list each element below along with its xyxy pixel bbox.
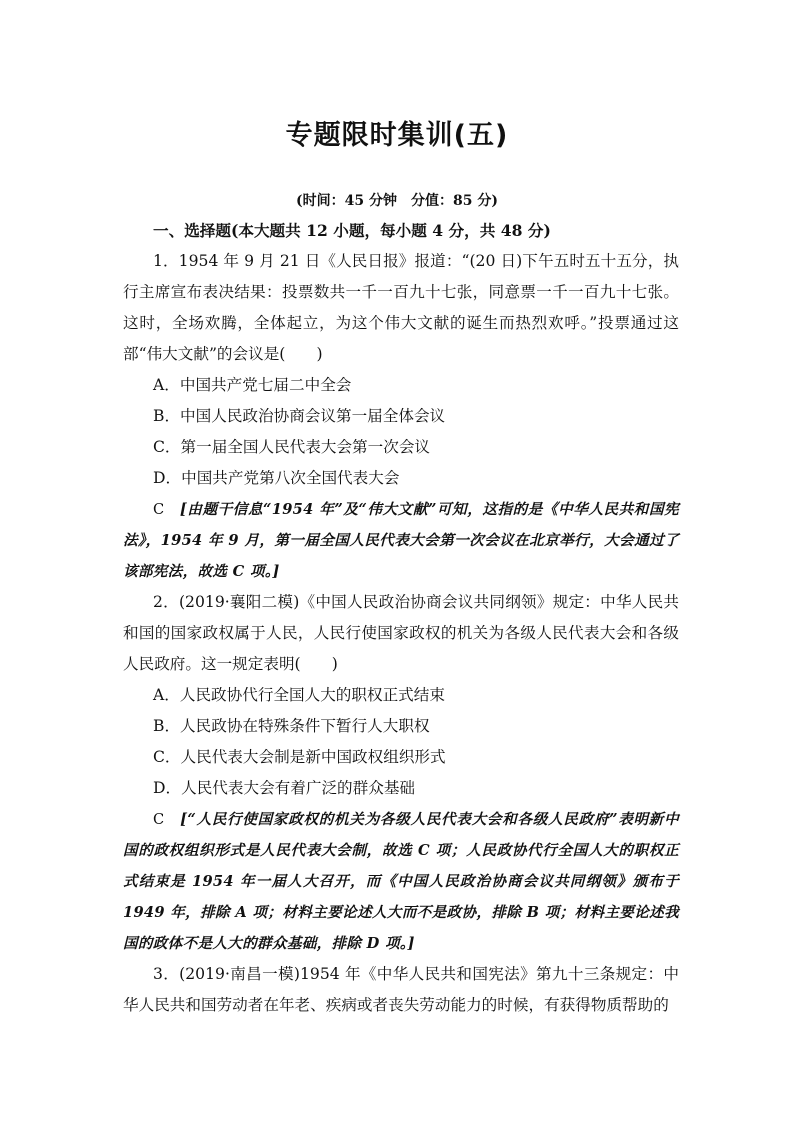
section-heading: 一、选择题(本大题共 12 小题，每小题 4 分，共 48 分) [153, 221, 551, 240]
exam-meta: (时间：45 分钟 分值：85 分) [296, 193, 498, 209]
option-d: D．中国共产党第八次全国代表大会 [153, 469, 400, 487]
question-stem: 2．(2019·襄阳二模)《中国人民政治协商会议共同纲领》规定：中华人民共和国的国家政权属于人民，人民行使国家政权的机关为各级人民代表大会和各级人民政府。这一规定表明( ) [123, 593, 679, 673]
option-a: A．中国共产党七届二中全会 [153, 376, 352, 394]
question-stem: 3．(2019·南昌一模)1954 年《中华人民共和国宪法》第九十三条规定：中华人民共和国劳动者在年老、疾病或者丧失劳动能力的时候，有获得物质帮助的 [123, 965, 679, 1014]
question-2 [123, 587, 679, 959]
page-title: 专题限时集训(五) [285, 120, 509, 151]
option-b: B．中国人民政治协商会议第一届全体会议 [153, 407, 446, 425]
option-c: C．第一届全国人民代表大会第一次会议 [153, 438, 431, 456]
explanation-text: [“人民行使国家政权的机关为各级人民代表大会和各级人民政府”表明新中国的政权组织形式是人民代表大会制，故选 C 项；人民政协代行全国人大的职权正式结束是 1954 年一届人大召开，而《中国人民政治协商会议共同纲领》颁布于 1949 年，排除 A 项；材料主要论述人大而不是政协，排除 B 项；材料主要论述我国的政体不是人大的群众基础，排除 D 项。] [123, 811, 679, 952]
question-1 [123, 246, 679, 587]
option-a: A．人民政协代行全国人大的职权正式结束 [153, 686, 445, 704]
question-3 [123, 959, 679, 1021]
document-body [123, 215, 679, 1021]
option-d: D．人民代表大会有着广泛的群众基础 [153, 779, 416, 797]
option-b: B．人民政协在特殊条件下暂行人大职权 [153, 717, 430, 735]
answer-explanation [123, 804, 679, 959]
answer-key: C [153, 501, 165, 518]
option-c: C．人民代表大会制是新中国政权组织形式 [153, 748, 446, 766]
answer-key: C [153, 811, 165, 828]
question-stem: 1．1954 年 9 月 21 日《人民日报》报道：“(20 日)下午五时五十五分，执行主席宣布表决结果：投票数共一千一百九十七张，同意票一千一百九十七张。这时，全场欢腾，全体起立，为这个伟大文献的诞生而热烈欢呼。”投票通过这部“伟大文献”的会议是( ) [123, 252, 679, 363]
answer-explanation [123, 494, 679, 587]
explanation-text: [由题干信息“1954 年”及“伟大文献”可知，这指的是《中华人民共和国宪法》，1954 年 9 月，第一届全国人民代表大会第一次会议在北京举行，大会通过了该部宪法，故选 C 项。] [123, 501, 679, 580]
